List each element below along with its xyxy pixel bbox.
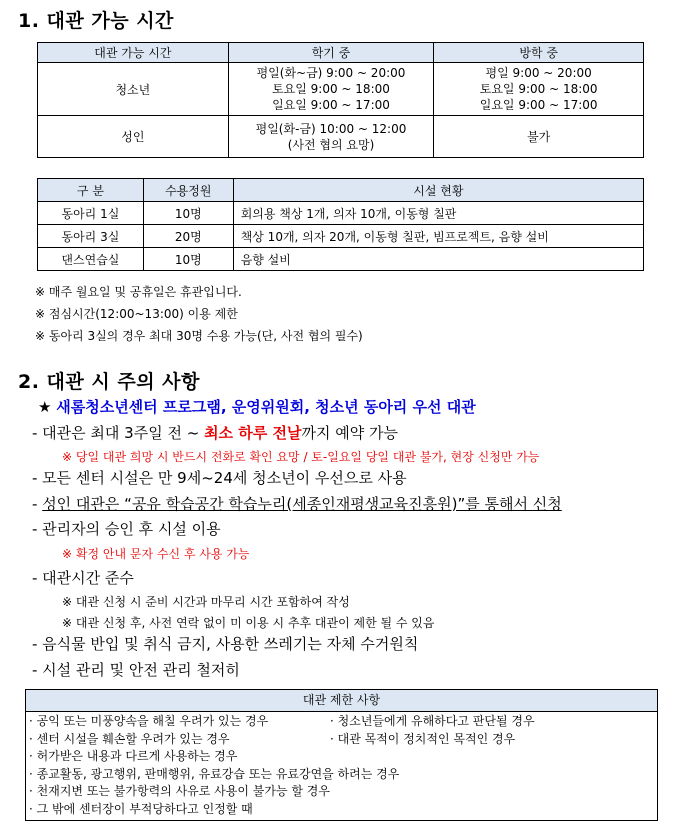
row-label-adult: 성인 xyxy=(38,116,229,158)
item-text: - 대관은 최대 3주일 전 ~ xyxy=(32,424,205,442)
note-closed-days: ※ 매주 월요일 및 공휴일은 휴관입니다. xyxy=(35,285,242,299)
hours-line: (사전 협의 요망) xyxy=(287,137,375,152)
header-capacity: 수용정원 xyxy=(143,179,233,202)
list-item xyxy=(26,748,657,766)
row-label-youth: 청소년 xyxy=(38,63,229,116)
restriction-text: · 그 밖에 센터장이 부적당하다고 인정할 때 xyxy=(29,801,253,816)
item-text: - xyxy=(32,495,43,513)
header-semester: 학기 중 xyxy=(228,43,434,63)
restriction-text: · 허가받은 내용과 다르게 사용하는 경우 xyxy=(29,749,238,763)
caution-sub-confirm: ※ 확정 안내 문자 수신 후 사용 가능 xyxy=(62,547,250,561)
facility-table xyxy=(37,178,644,271)
list-item xyxy=(26,713,657,731)
youth-semester-hours xyxy=(228,63,434,116)
table-row xyxy=(38,225,644,248)
room-facilities: 책상 10개, 의자 20개, 이동형 칠판, 빔프로젝트, 음향 설비 xyxy=(233,225,643,248)
hours-line: 평일(화~금) 9:00 ~ 20:00 xyxy=(256,66,406,80)
adult-semester-hours xyxy=(228,116,434,158)
caution-item-approval: - 관리자의 승인 후 시설 이용 xyxy=(32,520,221,538)
restriction-text: · 대관 목적이 정치적인 목적인 경우 xyxy=(330,731,516,746)
room-capacity: 20명 xyxy=(143,225,233,248)
header-category: 구 분 xyxy=(38,179,144,202)
caution-item-reservation xyxy=(32,422,398,443)
restrictions-title: 대관 제한 사항 xyxy=(26,690,657,712)
header-facilities: 시설 현황 xyxy=(233,179,643,202)
hours-line: 평일 9:00 ~ 20:00 xyxy=(485,66,592,80)
room-capacity: 10명 xyxy=(143,248,233,271)
hours-line: 토요일 9:00 ~ 18:00 xyxy=(479,82,598,96)
table-row xyxy=(38,248,644,271)
restriction-text: · 청소년들에게 유해하다고 판단될 경우 xyxy=(330,714,535,728)
youth-vacation-hours xyxy=(434,63,644,116)
restriction-text: · 종교활동, 광고행위, 판매행위, 유료강습 또는 유료강연을 하려는 경우 xyxy=(29,766,400,781)
table-row xyxy=(38,202,644,225)
list-item xyxy=(26,731,657,749)
caution-sub-noshow: ※ 대관 신청 후, 사전 연락 없이 미 이용 시 추후 대관이 제한 될 수 있음 xyxy=(62,616,435,630)
caution-item-food: - 음식물 반입 및 취식 금지, 사용한 쓰레기는 자체 수거원칙 xyxy=(32,635,419,653)
caution-item-priority: - 모든 센터 시설은 만 9세~24세 청소년이 우선으로 사용 xyxy=(32,469,407,487)
caution-item-adult xyxy=(32,493,562,514)
list-item xyxy=(26,801,657,819)
star-icon: ★ xyxy=(38,398,52,416)
priority-text: 새롬청소년센터 프로그램, 운영위원회, 청소년 동아리 우선 대관 xyxy=(56,398,476,416)
restriction-text: · 센터 시설을 훼손할 우려가 있는 경우 xyxy=(29,731,230,746)
room-facilities: 회의용 책상 1개, 의자 10개, 이동형 칠판 xyxy=(233,202,643,225)
item-text: 까지 예약 가능 xyxy=(301,424,398,442)
item-highlight: 최소 하루 전날 xyxy=(204,424,302,442)
item-underlined: 성인 대관은 “공유 학습공간 학습누리(세종인재평생교육진흥원)”를 통해서 신청 xyxy=(42,495,562,513)
room-facilities: 음향 설비 xyxy=(233,248,643,271)
hours-line: 토요일 9:00 ~ 18:00 xyxy=(272,82,390,96)
list-item xyxy=(26,783,657,801)
room-capacity: 10명 xyxy=(143,202,233,225)
header-rental-hours: 대관 가능 시간 xyxy=(38,43,229,63)
restriction-text: · 공익 또는 미풍양속을 해칠 우려가 있는 경우 xyxy=(29,714,269,728)
section2-title: 2. 대관 시 주의 사항 xyxy=(18,371,200,393)
restriction-text: · 천재지변 또는 불가항력의 사유로 사용이 불가능 할 경우 xyxy=(29,784,330,798)
section1-title: 1. 대관 가능 시간 xyxy=(18,10,174,32)
hours-line: 일요일 9:00 ~ 17:00 xyxy=(272,98,390,112)
caution-item-time: - 대관시간 준수 xyxy=(32,569,134,587)
room-name: 동아리 3실 xyxy=(38,225,144,248)
caution-sub-prep: ※ 대관 신청 시 준비 시간과 마무리 시간 포함하여 작성 xyxy=(62,595,350,609)
hours-line: 평일(화-금) 10:00 ~ 12:00 xyxy=(255,121,407,136)
note-club-room: ※ 동아리 3실의 경우 최대 30명 수용 가능(단, 사전 협의 필수) xyxy=(35,329,363,343)
caution-sub-sameday: ※ 당일 대관 희망 시 반드시 전화로 확인 요망 / 토-일요일 당일 대관 불가, 현장 신청만 가능 xyxy=(62,450,540,464)
rental-hours-table xyxy=(37,42,644,158)
room-name: 댄스연습실 xyxy=(38,248,144,271)
priority-line xyxy=(38,396,476,417)
hours-line: 일요일 9:00 ~ 17:00 xyxy=(479,98,598,112)
adult-vacation-hours: 불가 xyxy=(434,116,644,158)
list-item xyxy=(26,766,657,784)
header-vacation: 방학 중 xyxy=(434,43,644,63)
room-name: 동아리 1실 xyxy=(38,202,144,225)
restrictions-box xyxy=(25,689,658,821)
note-lunch: ※ 점심시간(12:00~13:00) 이용 제한 xyxy=(35,307,238,321)
caution-item-safety: - 시설 관리 및 안전 관리 철저히 xyxy=(32,661,240,679)
